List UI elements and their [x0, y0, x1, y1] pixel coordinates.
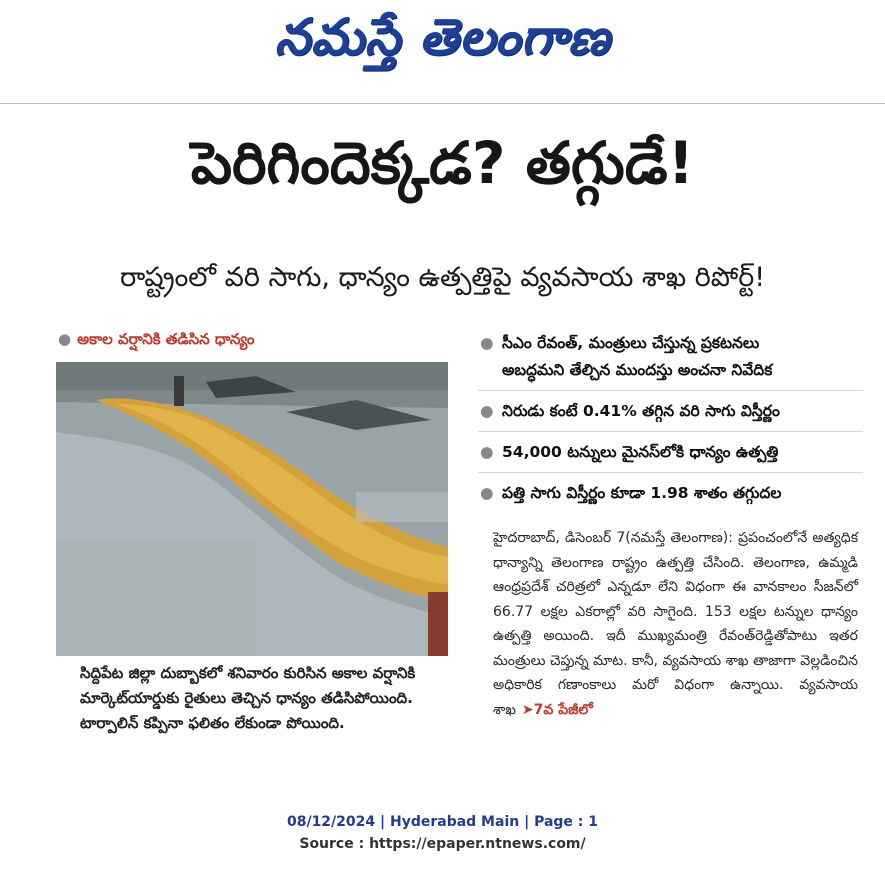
divider [478, 472, 863, 473]
headline: పెరిగిందెక్కడ? తగ్గుడే! [190, 129, 695, 197]
bullet-icon: ● [480, 334, 494, 352]
edition-info: 08/12/2024 | Hyderabad Main | Page : 1 [286, 814, 599, 830]
highlight-item: ● పత్తి సాగు విస్తీర్ణం కూడా 1.98 శాతం తగ్గుదల [478, 480, 863, 507]
bullet-icon: ● [58, 330, 72, 348]
masthead [0, 0, 885, 100]
article-text: హైదరాబాద్, డిసెంబర్ 7(నమస్తే తెలంగాణ): ప్రపంచంలోనే అత్యధిక ధాన్యాన్ని తెలంగాణ రాష్ట్రం ఉత్పత్తి చేసింది. తెలంగాణ, ఉమ్మడి ఆంధ్రప్రదేశ్ చరిత్రలో ఎన్నడూ లేని విధంగా ఈ వానకాలం సీజన్‌లో 66.77 లక్షల ఎకరాల్లో వరి సాగైంది. 153 లక్షల టన్నుల ధాన్యం ఉత్పత్తి అయింది. ఇదీ ముఖ్యమంత్రి రేవంత్‌రెడ్డితోపాటు ఇతర మంత్రులు చెప్తున్న మాట. కానీ, వ్యవసాయ శాఖ తాజాగా వెల్లడించిన అధికారిక గణాంకాలు మరో విధంగా ఉన్నాయి. వ్యవసాయ శాఖ [493, 530, 858, 718]
source-link[interactable]: Source : https://epaper.ntnews.com/ [299, 836, 586, 852]
news-photo [56, 362, 448, 656]
highlight-item: ● నిరుడు కంటే 0.41% తగ్గిన వరి సాగు విస్తీర్ణం [478, 398, 863, 425]
bullet-icon: ● [480, 402, 494, 420]
photo-caption-title: ● అకాల వర్షానికి తడిసిన ధాన్యం [58, 330, 255, 348]
photo-caption-text: సిద్దిపేట జిల్లా దుబ్బాకలో శనివారం కురిసిన అకాల వర్షానికి మార్కెట్‌యార్డుకు రైతులు తెచ్చిన ధాన్యం తడిసిపోయింది. టార్పాలిన్ కప్పినా ఫలితం లేకుండా పోయింది. [80, 664, 416, 732]
article-body [493, 526, 858, 722]
highlight-points [478, 330, 863, 507]
page-footer [0, 811, 885, 855]
highlight-item: ● 54,000 టన్నులు మైనస్‌లోకి ధాన్యం ఉత్పత్తి [478, 439, 863, 466]
subheadline: రాష్ట్రంలో వరి సాగు, ధాన్యం ఉత్పత్తిపై వ్యవసాయ శాఖ రిపోర్ట్! [119, 262, 766, 293]
divider [478, 431, 863, 432]
highlight-item: ● సీఎం రేవంత్, మంత్రులు చేస్తున్న ప్రకటనలు అబద్ధమని తేల్చిన ముందస్తు అంచనా నివేదిక [478, 330, 863, 384]
continued-link[interactable]: ➤7వ పేజీలో [521, 701, 593, 718]
wet-grain-photo [56, 362, 448, 656]
bullet-icon: ● [480, 443, 494, 461]
newspaper-logo: నమస్తే తెలంగాణ [274, 8, 611, 66]
masthead-divider [0, 103, 885, 104]
bullet-icon: ● [480, 484, 494, 502]
divider [478, 390, 863, 391]
